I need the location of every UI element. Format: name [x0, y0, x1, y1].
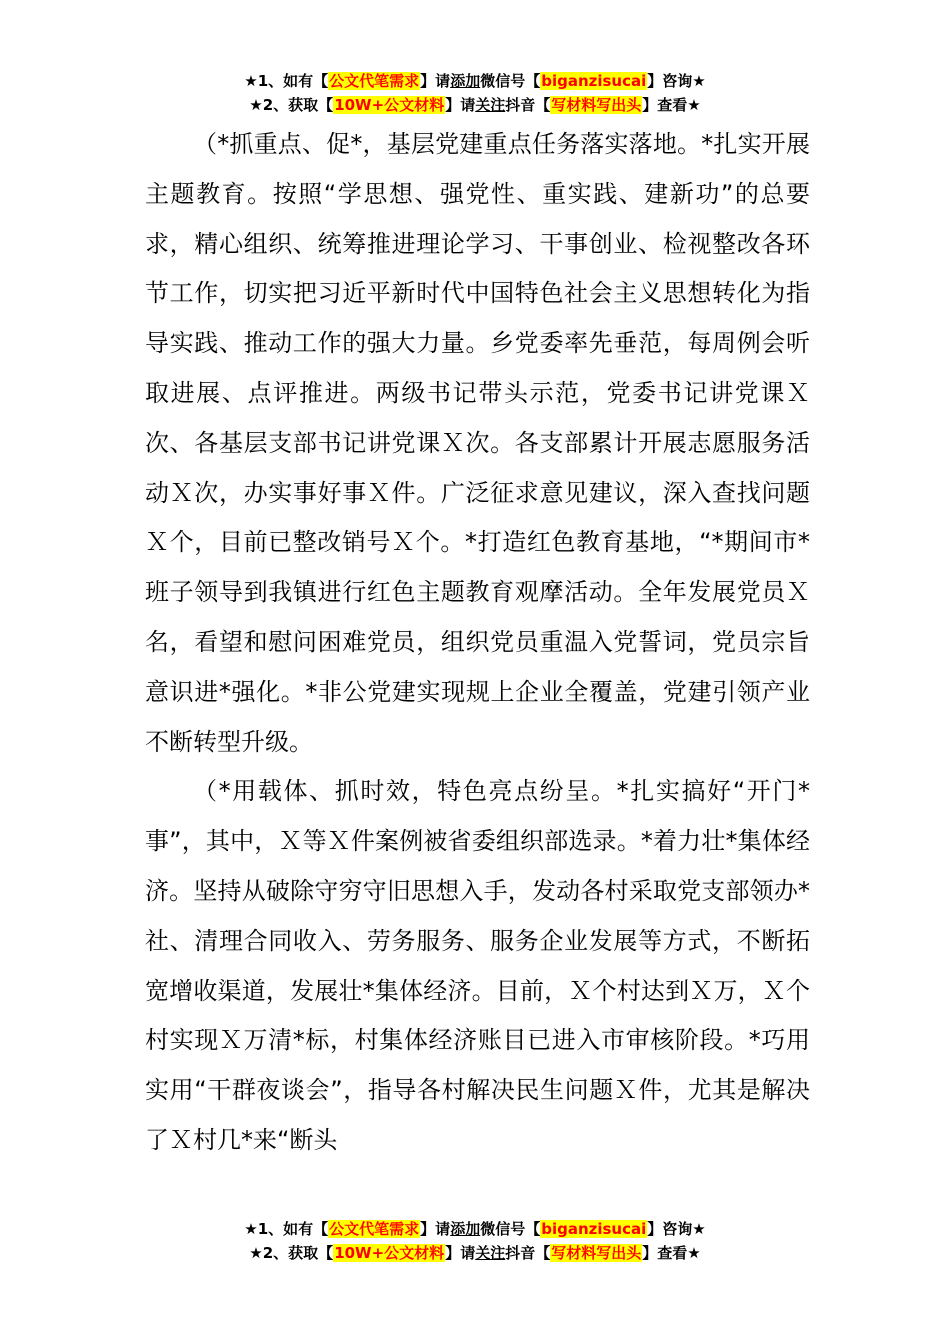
promo-line-1-suffix: 】咨询★ — [647, 72, 706, 90]
promo-line-1-mid2: 微信号【 — [480, 1220, 541, 1238]
promo-highlight-materials: 10W+公文材料 — [334, 96, 445, 114]
promo-line-2 — [0, 93, 950, 117]
promo-line-2-suffix: 】查看★ — [642, 1244, 701, 1262]
promo-banner-top — [0, 69, 950, 117]
promo-line-2-mid1: 】请 — [445, 96, 476, 114]
promo-line-2-suffix: 】查看★ — [642, 96, 701, 114]
promo-line-1-underline: 添加 — [450, 72, 481, 90]
promo-line-2-prefix: ★2、获取【 — [249, 1244, 334, 1262]
promo-line-1-underline: 添加 — [450, 1220, 481, 1238]
promo-highlight-materials: 10W+公文材料 — [334, 1244, 445, 1262]
promo-highlight-service: 公文代笔需求 — [329, 1220, 420, 1238]
promo-line-2-underline: 关注 — [475, 96, 506, 114]
promo-line-1 — [0, 69, 950, 93]
promo-line-2 — [0, 1241, 950, 1265]
promo-line-2-prefix: ★2、获取【 — [249, 96, 334, 114]
document-body — [145, 120, 810, 1166]
paragraph-highlights: （*用载体、抓时效，特色亮点纷呈。*扎实搞好“开门*事”，其中，Ｘ等Ｘ件案例被省委组织部选录。*着力壮*集体经济。坚持从破除守穷守旧思想入手，发动各村采取党支部领办*社、清理合同收入、劳务服务、服务企业发展等方式，不断拓宽增收渠道，发展壮*集体经济。目前，Ｘ个村达到Ｘ万，Ｘ个村实现Ｘ万清*标，村集体经济账目已进入市审核阶段。*巧用实用“干群夜谈会”，指导各村解决民生问题Ｘ件，尤其是解决了Ｘ村几*来“断头 — [145, 777, 810, 1154]
promo-line-1-suffix: 】咨询★ — [647, 1220, 706, 1238]
promo-line-1-mid2: 微信号【 — [480, 72, 541, 90]
promo-line-2-mid2: 抖音【 — [505, 1244, 551, 1262]
promo-line-1-mid1: 】请 — [420, 72, 451, 90]
promo-highlight-service: 公文代笔需求 — [329, 72, 420, 90]
promo-highlight-douyin: 写材料写出头 — [551, 96, 642, 114]
promo-line-2-mid1: 】请 — [445, 1244, 476, 1262]
promo-highlight-douyin: 写材料写出头 — [551, 1244, 642, 1262]
promo-line-2-underline: 关注 — [475, 1244, 506, 1262]
promo-highlight-wechat-id: biganzisucai — [541, 1220, 647, 1238]
promo-line-1-prefix: ★1、如有【 — [244, 1220, 329, 1238]
promo-banner-bottom — [0, 1217, 950, 1265]
promo-highlight-wechat-id: biganzisucai — [541, 72, 647, 90]
promo-line-1-mid1: 】请 — [420, 1220, 451, 1238]
paragraph-party-building: （*抓重点、促*，基层党建重点任务落实落地。*扎实开展主题教育。按照“学思想、强党性、重实践、建新功”的总要求，精心组织、统筹推进理论学习、干事创业、检视整改各环节工作，切实把习近平新时代中国特色社会主义思想转化为指导实践、推动工作的强大力量。乡党委率先垂范，每周例会听取进展、点评推进。两级书记带头示范，党委书记讲党课Ｘ次、各基层支部书记讲党课Ｘ次。各支部累计开展志愿服务活动Ｘ次，办实事好事Ｘ件。广泛征求意见建议，深入查找问题Ｘ个，目前已整改销号Ｘ个。*打造红色教育基地，“*期间市*班子领导到我镇进行红色主题教育观摩活动。全年发展党员Ｘ名，看望和慰问困难党员，组织党员重温入党誓词，党员宗旨意识进*强化。*非公党建实现规上企业全覆盖，党建引领产业不断转型升级。 — [145, 130, 810, 756]
promo-line-2-mid2: 抖音【 — [505, 96, 551, 114]
promo-line-1 — [0, 1217, 950, 1241]
promo-line-1-prefix: ★1、如有【 — [244, 72, 329, 90]
